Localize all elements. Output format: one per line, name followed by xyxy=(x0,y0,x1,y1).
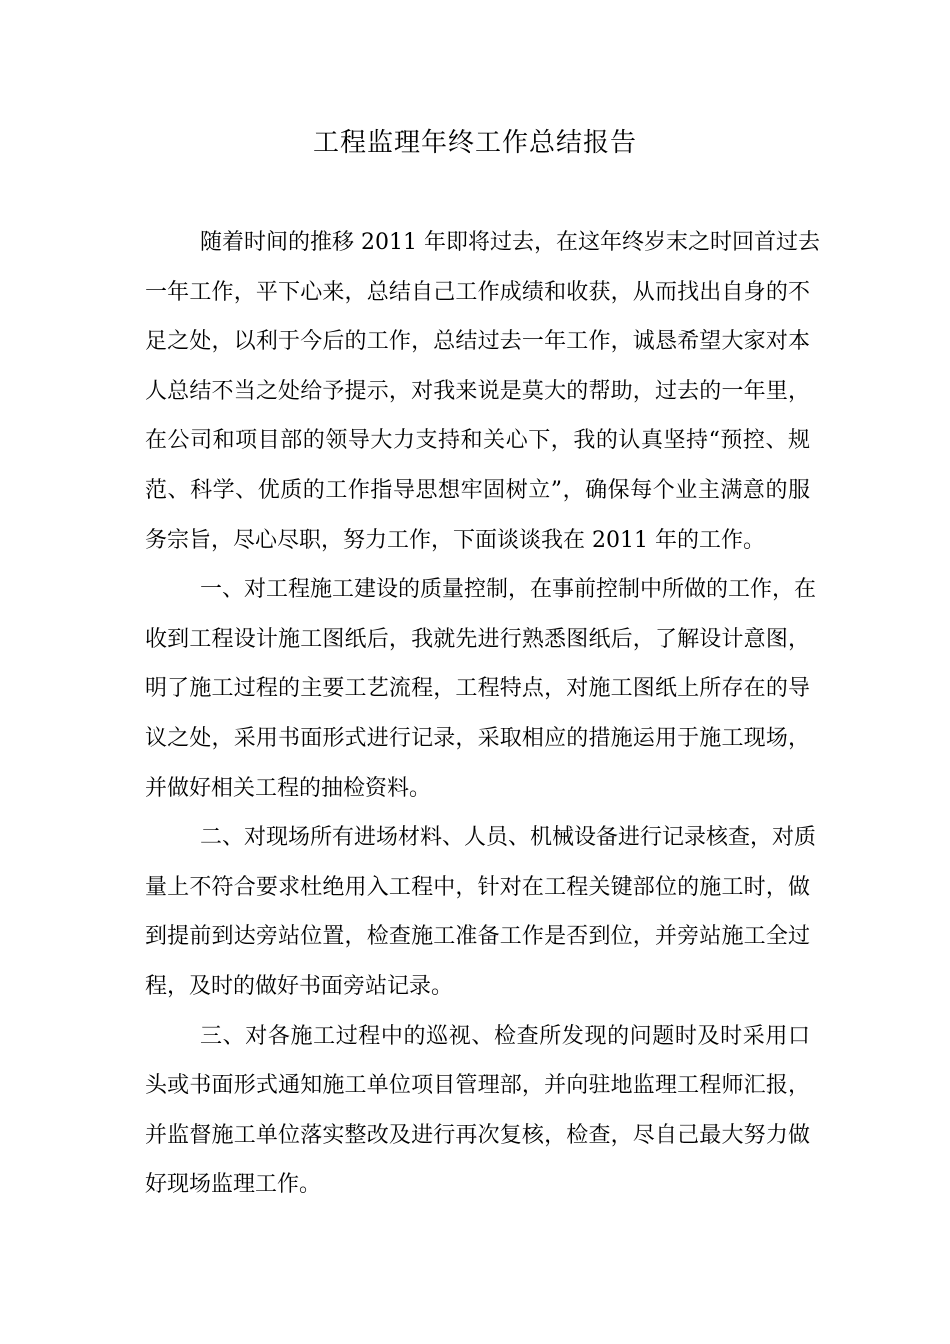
text-line: 并做好相关工程的抽检资料。 xyxy=(145,775,432,801)
text-line: 范、科学、优质的工作指导思想牢固树立”，确保每个业主满意的服 xyxy=(145,477,810,503)
text-line: 二、对现场所有进场材料、人员、机械设备进行记录核查，对质 xyxy=(200,825,817,851)
text-line: 程，及时的做好书面旁站记录。 xyxy=(145,973,454,999)
paragraph-section-3 xyxy=(145,1019,810,1217)
text-line: 好现场监理工作。 xyxy=(145,1172,322,1198)
text-line: 在公司和项目部的领导大力支持和关心下，我的认真坚持“预控、规 xyxy=(145,428,810,454)
text-line: 到提前到达旁站位置，检查施工准备工作是否到位，并旁站施工全过 xyxy=(145,924,810,950)
text-line: 一年工作，平下心来，总结自己工作成绩和收获，从而找出自身的不 xyxy=(145,279,810,305)
text-line: 人总结不当之处给予提示，对我来说是莫大的帮助，过去的一年里， xyxy=(145,378,810,404)
text-line: 三、对各施工过程中的巡视、检查所发现的问题时及时采用口 xyxy=(200,1023,810,1049)
text-line: 明了施工过程的主要工艺流程，工程特点，对施工图纸上所存在的导 xyxy=(145,676,810,702)
paragraph-section-2 xyxy=(145,820,817,1018)
text-line: 头或书面形式通知施工单位项目管理部，并向驻地监理工程师汇报， xyxy=(145,1073,810,1099)
text-line: 一、对工程施工建设的质量控制，在事前控制中所做的工作，在 xyxy=(200,577,817,603)
paragraph-section-1 xyxy=(145,572,817,820)
text-line: 随着时间的推移 2011 年即将过去，在这年终岁末之时回首过去 xyxy=(200,230,820,255)
text-line: 议之处，采用书面形式进行记录，采取相应的措施运用于施工现场， xyxy=(145,725,810,751)
text-line: 务宗旨，尽心尽职，努力工作，下面谈谈我在 2011 年的工作。 xyxy=(145,527,765,553)
document-body xyxy=(145,225,820,1217)
document-title: 工程监理年终工作总结报告 xyxy=(312,128,637,158)
text-line: 足之处，以利于今后的工作，总结过去一年工作，诚恳希望大家对本 xyxy=(145,329,810,355)
text-line: 收到工程设计施工图纸后，我就先进行熟悉图纸后，了解设计意图， xyxy=(145,626,810,652)
text-line: 量上不符合要求杜绝用入工程中，针对在工程关键部位的施工时，做 xyxy=(145,874,810,900)
paragraph-intro xyxy=(145,225,820,572)
text-line: 并监督施工单位落实整改及进行再次复核，检查，尽自己最大努力做 xyxy=(145,1122,810,1148)
